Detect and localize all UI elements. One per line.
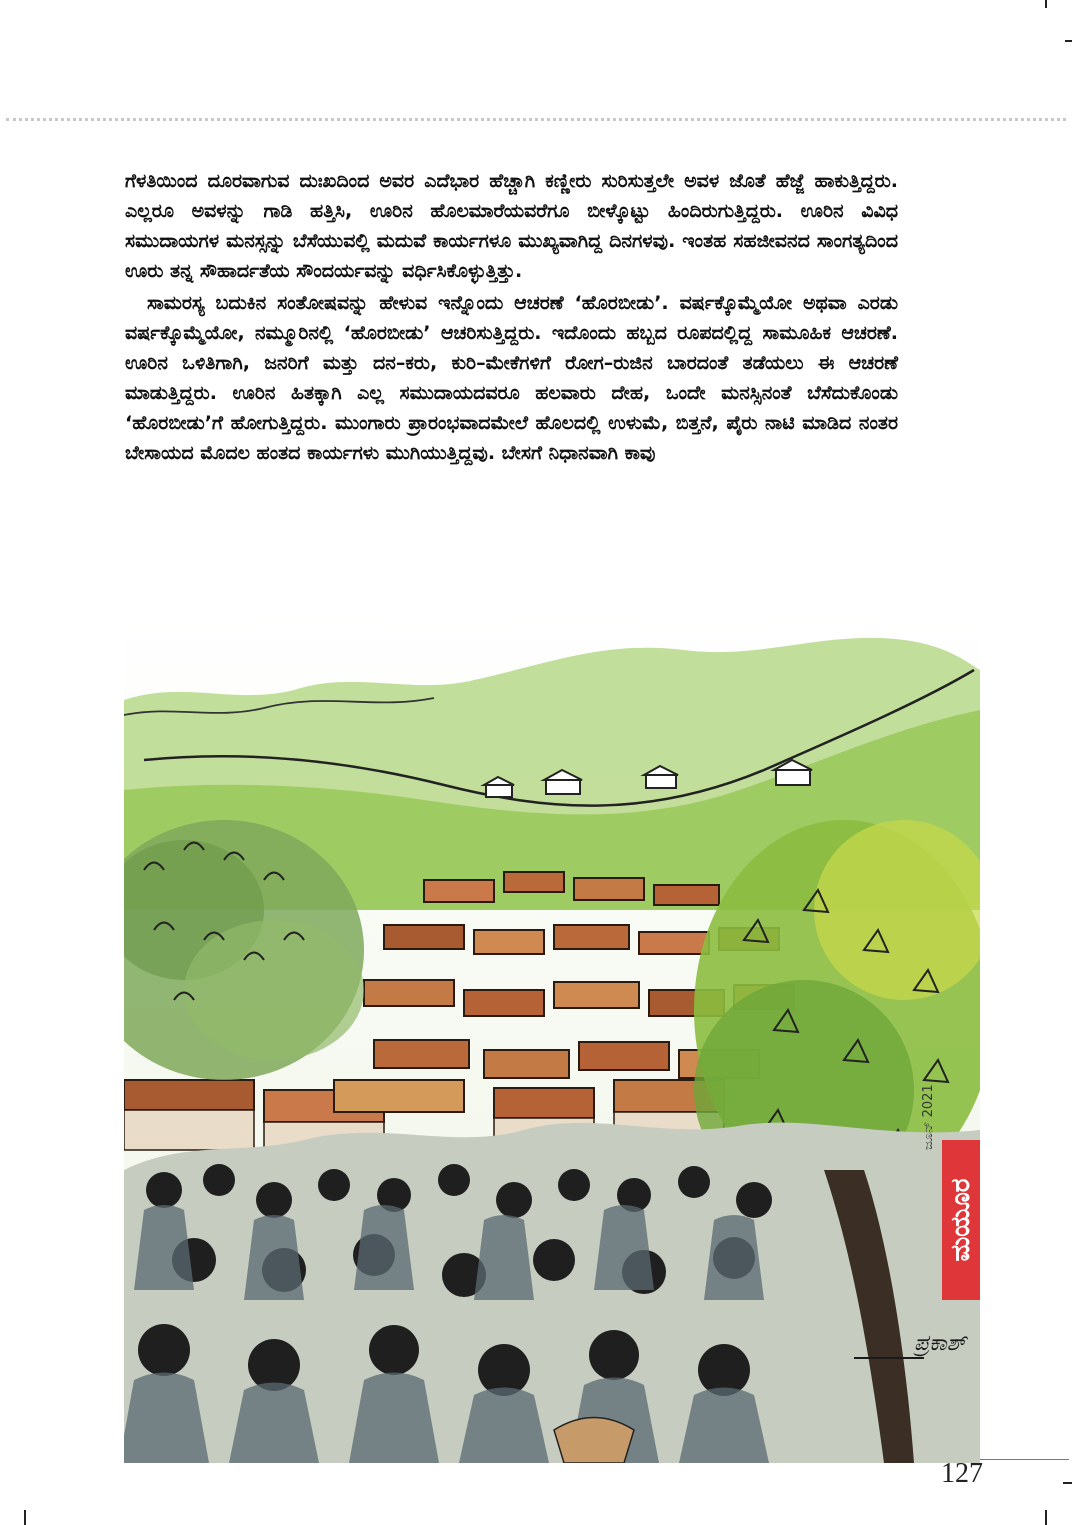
crop-mark — [24, 1510, 26, 1525]
brand-logo: ಮಯೂರ — [946, 1178, 976, 1262]
footer-rule — [980, 1459, 1069, 1460]
illustration-date: ಜೂನ್ 2021 — [921, 1084, 936, 1150]
crop-mark — [1045, 0, 1047, 8]
artist-signature: ಪ್ರಕಾಶ್ — [914, 1331, 966, 1356]
paragraph: ಗೆಳತಿಯಿಂದ ದೂರವಾಗುವ ದುಃಖದಿಂದ ಅವರ ಎದೆಭಾರ ಹೆಚ್ಚಾಗಿ ಕಣ್ಣೀರು ಸುರಿಸುತ್ತಲೇ ಅವಳ ಜೊತೆ ಹೆಜ್ಜೆ ಹಾಕುತ್ತಿದ್ದರು. ಎಲ್ಲರೂ ಅವಳನ್ನು ಗಾಡಿ ಹತ್ತಿಸಿ, ಊರಿನ ಹೊಲಮಾರೆಯವರೆಗೂ ಬೀಳ್ಕೊಟ್ಟು ಹಿಂದಿರುಗುತ್ತಿದ್ದರು. ಊರಿನ ವಿವಿಧ ಸಮುದಾಯಗಳ ಮನಸ್ಸನ್ನು ಬೆಸೆಯುವಲ್ಲಿ ಮದುವೆ ಕಾರ್ಯಗಳೂ ಮುಖ್ಯವಾಗಿದ್ದ ದಿನಗಳವು. ಇಂತಹ ಸಹಜೀವನದ ಸಾಂಗತ್ಯದಿಂದ ಊರು ತನ್ನ ಸೌಹಾರ್ದತೆಯ ಸೌಂದರ್ಯವನ್ನು ವರ್ಧಿಸಿಕೊಳ್ಳುತ್ತಿತ್ತು. — [125, 170, 898, 282]
body-text — [125, 166, 898, 468]
page-number: 127 — [941, 1458, 983, 1489]
paragraph: ಸಾಮರಸ್ಯ ಬದುಕಿನ ಸಂತೋಷವನ್ನು ಹೇಳುವ ಇನ್ನೊಂದು ಆಚರಣೆ ‘ಹೊರಬೀಡು’. ವರ್ಷಕ್ಕೊಮ್ಮೆಯೋ ಅಥವಾ ಎರಡು ವರ್ಷಕ್ಕೊಮ್ಮೆಯೋ, ನಮ್ಮೂರಿನಲ್ಲಿ ‘ಹೊರಬೀಡು’ ಆಚರಿಸುತ್ತಿದ್ದರು. ಇದೊಂದು ಹಬ್ಬದ ರೂಪದಲ್ಲಿದ್ದ ಸಾಮೂಹಿಕ ಆಚರಣೆ. ಊರಿನ ಒಳಿತಿಗಾಗಿ, ಜನರಿಗೆ ಮತ್ತು ದನ–ಕರು, ಕುರಿ–ಮೇಕೆಗಳಿಗೆ ರೋಗ–ರುಜಿನ ಬಾರದಂತೆ ತಡೆಯಲು ಈ ಆಚರಣೆ ಮಾಡುತ್ತಿದ್ದರು. ಊರಿನ ಹಿತಕ್ಕಾಗಿ ಎಲ್ಲ ಸಮುದಾಯದವರೂ ಹಲವಾರು ದೇಹ, ಒಂದೇ ಮನಸ್ಸಿನಂತೆ ಬೆಸೆದುಕೊಂಡು ‘ಹೊರಬೀಡು’ಗೆ ಹೋಗುತ್ತಿದ್ದರು. ಮುಂಗಾರು ಪ್ರಾರಂಭವಾದಮೇಲೆ ಹೊಲದಲ್ಲಿ ಉಳುಮೆ, ಬಿತ್ತನೆ, ಪೈರು ನಾಟಿ ಮಾಡಿದ ನಂತರ ಬೇಸಾಯದ ಮೊದಲ ಹಂತದ ಕಾರ್ಯಗಳು ಮುಗಿಯುತ್ತಿದ್ದವು. ಬೇಸಗೆ ನಿಧಾನವಾಗಿ ಕಾವು — [125, 292, 898, 464]
crop-mark — [1065, 40, 1072, 42]
village-festival-illustration — [124, 610, 980, 1463]
crop-mark — [1045, 1510, 1047, 1525]
header-dotted-rule — [6, 118, 1066, 121]
crop-mark — [1063, 1482, 1072, 1484]
